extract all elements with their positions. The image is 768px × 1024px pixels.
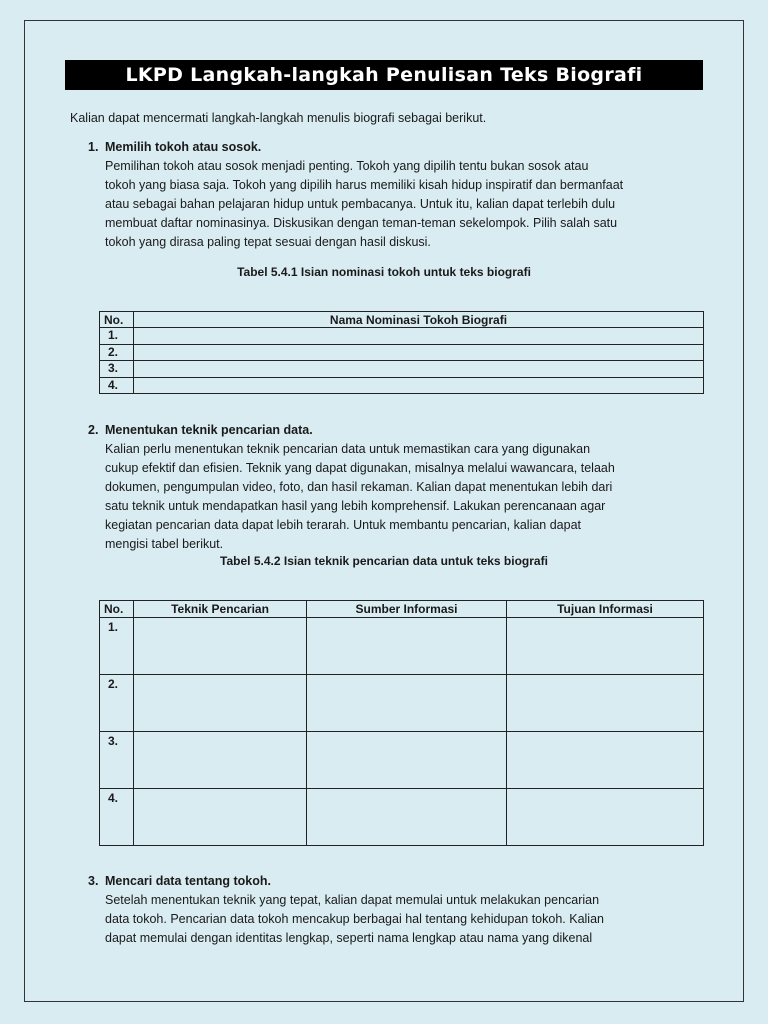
table-header-row: [100, 601, 704, 618]
table-row: 4.: [100, 377, 704, 393]
table-cell-input[interactable]: [507, 789, 704, 846]
section-3: [88, 872, 708, 948]
table-cell-input[interactable]: [134, 328, 704, 344]
table-cell-input[interactable]: [134, 618, 307, 675]
table1-caption: Tabel 5.4.1 Isian nominasi tokoh untuk teks biografi: [237, 265, 531, 279]
section-heading: 1. Memilih tokoh atau sosok.: [88, 140, 262, 154]
table2-caption: Tabel 5.4.2 Isian teknik pencarian data untuk teks biografi: [220, 554, 548, 568]
intro-text: Kalian dapat mencermati langkah-langkah menulis biografi sebagai berikut.: [70, 111, 487, 125]
section-body: Kalian perlu menentukan teknik pencarian data untuk memastikan cara yang digunakan cukup efektif dan efisien. Teknik yang dapat digunakan, misalnya melalui wawancara, telaah dokumen, pengumpulan video, foto, dan hasil rekaman. Kalian dapat menentukan lebih dari satu teknik untuk mendapatkan hasil yang lebih komprehensif. Lakukan perencanaan agar kegiatan pencarian data dapat lebih terarah. Untuk membantu pencarian, kalian dapat mengisi tabel berikut.: [105, 442, 615, 551]
table-cell-input[interactable]: [134, 789, 307, 846]
table-cell-input[interactable]: [307, 789, 507, 846]
table-cell-input[interactable]: [134, 732, 307, 789]
table-row: 2.: [100, 344, 704, 360]
table-cell-input[interactable]: [507, 618, 704, 675]
col-header-nama: Nama Nominasi Tokoh Biografi: [134, 312, 704, 328]
page-title: LKPD Langkah-langkah Penulisan Teks Biografi: [65, 60, 703, 90]
col-header-no: No.: [100, 312, 134, 328]
table-header-row: [100, 312, 704, 328]
table-cell-input[interactable]: [307, 732, 507, 789]
table-cell-input[interactable]: [307, 618, 507, 675]
col-header-tujuan: Tujuan Informasi: [507, 601, 704, 618]
section-1: [88, 138, 708, 252]
section-body: Pemilihan tokoh atau sosok menjadi penting. Tokoh yang dipilih tentu bukan sosok atau tokoh yang biasa saja. Tokoh yang dipilih harus memiliki kisah hidup inspiratif dan bermanfaat atau sebagai bahan pelajaran hidup untuk pembacanya. Untuk itu, kalian dapat terlebih dulu membuat daftar nominasinya. Diskusikan dengan teman-teman sekelompok. Pilih salah satu tokoh yang dirasa paling tepat sesuai dengan hasil diskusi.: [105, 159, 624, 249]
table-cell-input[interactable]: [134, 361, 704, 377]
col-header-no: No.: [100, 601, 134, 618]
table-row: 1.: [100, 618, 704, 675]
table-row: 2.: [100, 675, 704, 732]
table-cell-input[interactable]: [134, 675, 307, 732]
section-2: [88, 421, 708, 554]
section-body: Setelah menentukan teknik yang tepat, kalian dapat memulai untuk melakukan pencarian data tokoh. Pencarian data tokoh mencakup berbagai hal tentang kehidupan tokoh. Kalian dapat memulai dengan identitas lengkap, seperti nama lengkap atau nama yang dikenal: [105, 893, 604, 945]
section-heading: 2. Menentukan teknik pencarian data.: [88, 423, 313, 437]
table-cell-input[interactable]: [307, 675, 507, 732]
nominasi-table: [99, 311, 704, 394]
table-cell-input[interactable]: [507, 675, 704, 732]
table-row: 1.: [100, 328, 704, 344]
table-cell-input[interactable]: [134, 377, 704, 393]
table-row: 4.: [100, 789, 704, 846]
table-row: 3.: [100, 732, 704, 789]
teknik-pencarian-table: [99, 600, 704, 846]
section-heading: 3. Mencari data tentang tokoh.: [88, 874, 271, 888]
col-header-sumber: Sumber Informasi: [307, 601, 507, 618]
col-header-teknik: Teknik Pencarian: [134, 601, 307, 618]
table-cell-input[interactable]: [134, 344, 704, 360]
table-cell-input[interactable]: [507, 732, 704, 789]
table-row: 3.: [100, 361, 704, 377]
